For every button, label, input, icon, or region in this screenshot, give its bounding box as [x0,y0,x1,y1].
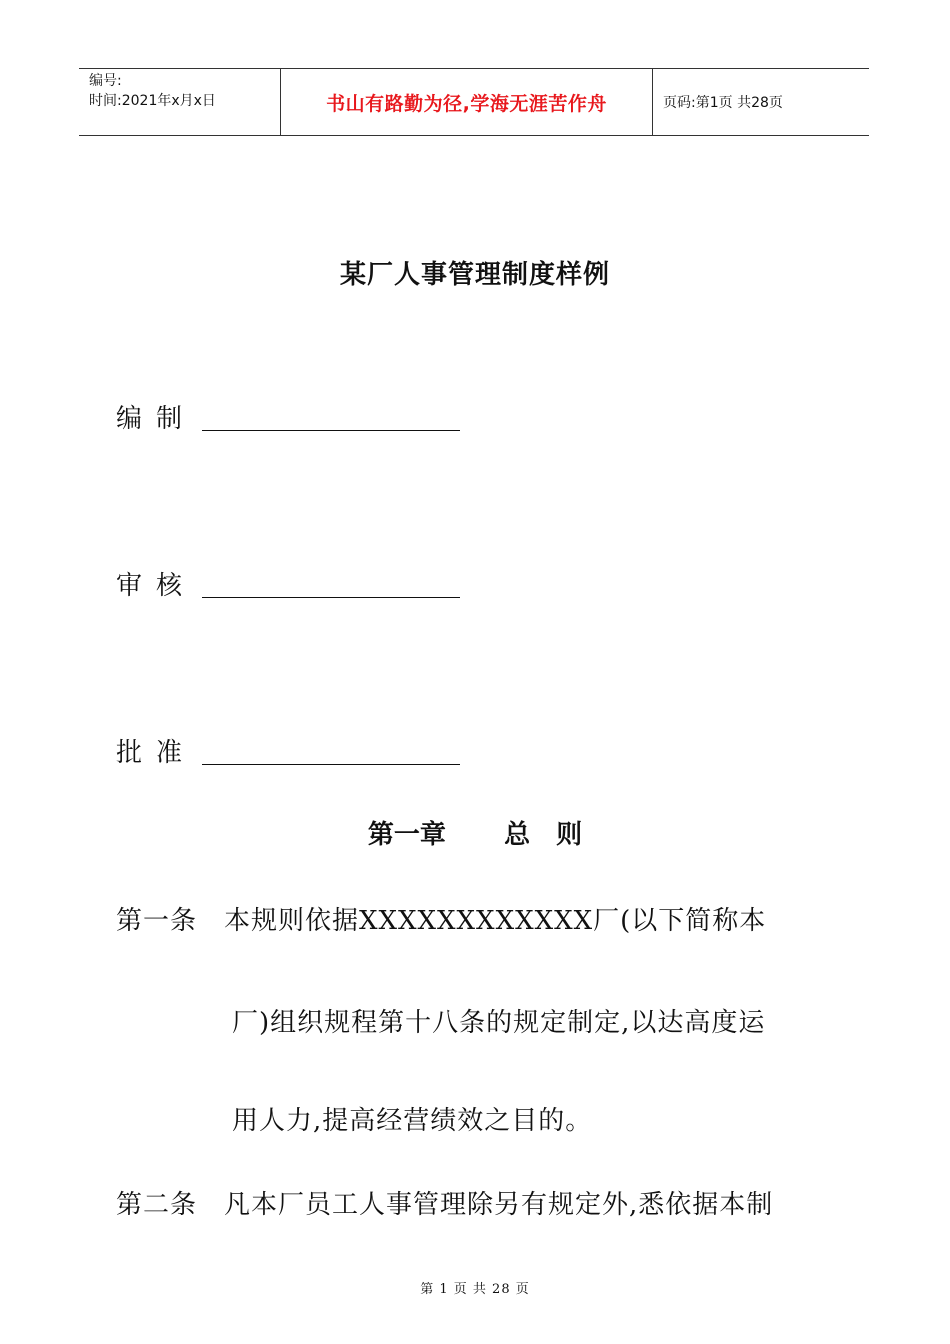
header-page-info: 页码:第1页 共28页 [663,95,783,111]
article-1-line-2: 厂)组织规程第十八条的规定制定,以达高度运 [232,1008,766,1038]
signature-blank-line [202,400,460,431]
page-footer: 第 1 页 共 28 页 [420,1282,530,1297]
article-1-line-3: 用人力,提高经营绩效之目的。 [232,1106,593,1136]
chapter-heading [0,814,950,851]
header-page-info-cell [653,69,869,135]
page-header [79,68,869,136]
document-number-label: 编号: [89,73,122,89]
signature-label: 批准 [116,738,197,768]
signature-row-approve [116,732,460,769]
signature-row-review [116,565,460,602]
document-title: 某厂人事管理制度样例 [339,260,610,290]
article-2-line-1: 第二条 凡本厂员工人事管理除另有规定外,悉依据本制 [116,1190,774,1220]
signature-row-compile [116,398,460,435]
document-time: 时间:2021年x月x日 [89,93,216,109]
signature-label: 编制 [116,404,197,434]
article-1-line-1: 第一条 本规则依据XXXXXXXXXXXX厂(以下简称本 [116,906,767,936]
chapter-name: 总 则 [504,820,583,850]
chapter-number: 第一章 [367,820,446,850]
signature-blank-line [202,734,460,765]
signature-blank-line [202,567,460,598]
header-meta [79,69,281,135]
header-motto: 书山有路勤为径,学海无涯苦作舟 [326,92,607,115]
header-motto-cell [281,69,653,135]
signature-label: 审核 [116,571,197,601]
